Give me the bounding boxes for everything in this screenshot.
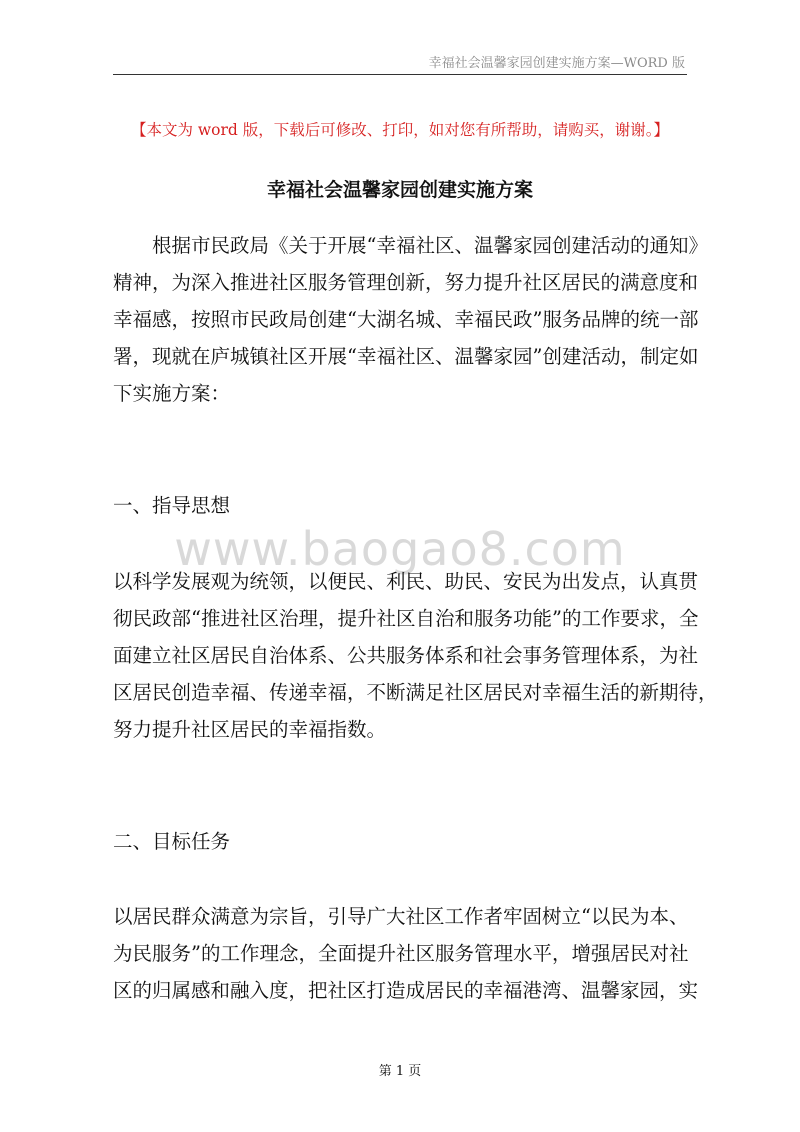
paragraph-line: 为民服务”的工作理念，全面提升社区服务管理水平，增强居民对社 (113, 942, 689, 965)
paragraph-line: 以居民群众满意为宗旨，引导广大社区工作者牢固树立“以民为本、 (113, 905, 689, 928)
section-heading-goals-tasks: 二、目标任务 (113, 830, 231, 853)
section-heading-guiding-ideology: 一、指导思想 (113, 494, 231, 517)
watermark: www.baogao8.com (174, 522, 626, 576)
paragraph-line: 根据市民政局《关于开展“幸福社区、温馨家园创建活动的通知》 (113, 234, 708, 257)
page-number: 第 1 页 (378, 1064, 422, 1079)
paragraph-line: 署，现就在庐城镇社区开展“幸福社区、温馨家园”创建活动，制定如 (113, 345, 699, 368)
section1-paragraph (113, 563, 718, 748)
header-divider (113, 74, 687, 75)
paragraph-line: 以科学发展观为统领，以便民、利民、助民、安民为出发点，认真贯 (113, 570, 699, 593)
paragraph-line: 努力提升社区居民的幸福指数。 (113, 718, 387, 741)
paragraph-line: 精神，为深入推进社区服务管理创新，努力提升社区居民的满意度和 (113, 271, 699, 294)
intro-paragraph (113, 227, 708, 412)
paragraph-line: 幸福感，按照市民政局创建“大湖名城、幸福民政”服务品牌的统一部 (113, 308, 699, 331)
paragraph-line: 区的归属感和融入度，把社区打造成居民的幸福港湾、温馨家园，实 (113, 979, 699, 1002)
paragraph-line: 下实施方案： (113, 382, 231, 405)
paragraph-line: 区居民创造幸福、传递幸福，不断满足社区居民对幸福生活的新期待， (113, 681, 718, 704)
paragraph-line: 彻民政部“推进社区治理，提升社区自治和服务功能”的工作要求，全 (113, 607, 699, 630)
download-notice: 【本文为 word 版，下载后可修改、打印，如对您有所帮助，请购买，谢谢。】 (130, 121, 670, 139)
section2-paragraph (113, 898, 699, 1009)
paragraph-line: 面建立社区居民自治体系、公共服务体系和社会事务管理体系，为社 (113, 644, 699, 667)
running-header: 幸福社会温馨家园创建实施方案—WORD 版 (428, 56, 685, 71)
document-title: 幸福社会温馨家园创建实施方案 (266, 179, 533, 201)
